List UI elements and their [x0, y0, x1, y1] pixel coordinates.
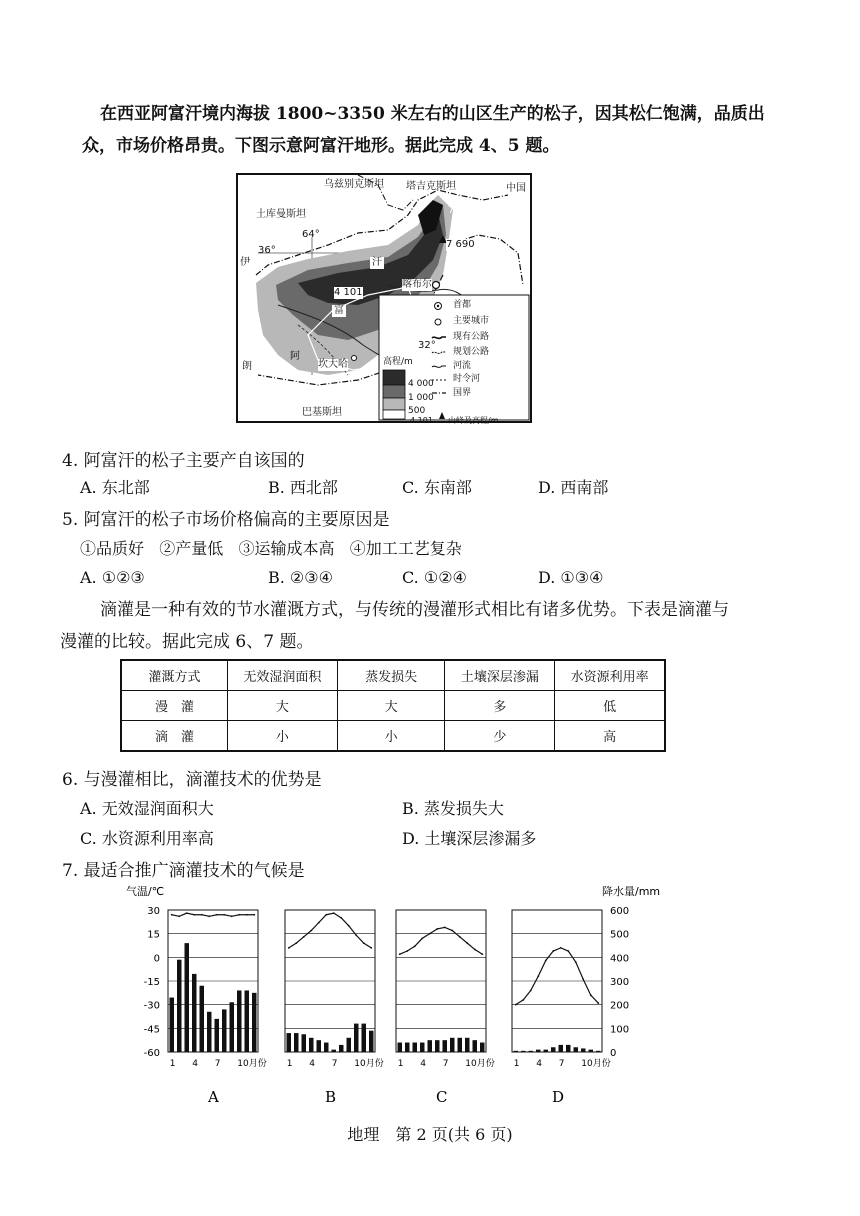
table-cell: 少 — [445, 721, 555, 752]
temperature-point — [363, 942, 365, 944]
precipitation-bar — [362, 1024, 367, 1052]
temperature-point — [238, 914, 240, 916]
precipitation-bar — [237, 990, 242, 1052]
intro-line: 在西亚阿富汗境内海拔 1800~3350 米左右的山区生产的松子，因其松仁饱满，品质出 — [100, 104, 765, 124]
month-tick-label: 1 — [397, 1059, 404, 1069]
table-row — [121, 691, 665, 721]
map-label-uzbekistan: 乌兹别克斯坦 — [324, 179, 384, 190]
precipitation-bar — [589, 1050, 594, 1052]
temperature-point — [481, 953, 483, 955]
temperature-point — [590, 994, 592, 996]
temperature-point — [406, 950, 408, 952]
map-label-china: 中国 — [506, 183, 526, 194]
precipitation-bar — [405, 1043, 410, 1052]
precipitation-bar — [398, 1043, 403, 1052]
temperature-point — [216, 914, 218, 916]
map-label-tajikistan: 塔吉克斯坦 — [406, 181, 456, 192]
precipitation-bar — [309, 1038, 314, 1052]
temperature-point — [310, 930, 312, 932]
precipitation-bar — [339, 1045, 344, 1052]
map-label-lon64: 64° — [302, 229, 320, 240]
precipitation-bar — [480, 1043, 485, 1052]
legend-peak-label: 山峰及高程/m — [448, 416, 499, 425]
q4-option-d[interactable]: D. 西南部 — [538, 478, 609, 497]
legend-planned-road: 规划公路 — [453, 347, 490, 357]
map-label-peak-7690: 7 690 — [446, 239, 475, 250]
precipitation-bar — [413, 1043, 418, 1052]
precip-tick-label: 300 — [610, 977, 630, 988]
temperature-point — [436, 928, 438, 930]
temperature-point — [253, 914, 255, 916]
temp-tick-label: -30 — [143, 1000, 160, 1012]
month-tick-label: 4 — [309, 1059, 315, 1069]
precip-tick-label: 200 — [610, 1000, 630, 1012]
temperature-point — [515, 1004, 517, 1006]
precipitation-bar — [332, 1050, 337, 1052]
precipitation-bar — [185, 943, 190, 1052]
month-tick-label: 10月份 — [237, 1059, 267, 1069]
table-header-cell: 无效湿润面积 — [227, 660, 337, 691]
temperature-point — [288, 947, 290, 949]
precipitation-bar — [521, 1051, 526, 1052]
precipitation-bar — [354, 1024, 359, 1052]
map-label-lat32: 32° — [418, 340, 436, 351]
precipitation-bar — [574, 1047, 579, 1052]
precipitation-bar — [245, 990, 250, 1052]
q6-option-c[interactable]: C. 水资源利用率高 — [80, 829, 214, 848]
map-label-turkmenistan: 土库曼斯坦 — [256, 209, 306, 220]
precip-tick-label: 400 — [610, 953, 630, 965]
temperature-point — [171, 914, 173, 916]
q4-option-c[interactable]: C. 东南部 — [402, 478, 472, 497]
panel-name-label: B — [325, 1088, 337, 1106]
precipitation-bar — [302, 1034, 307, 1052]
map-label-afghanistan-a: 阿 — [290, 351, 300, 362]
temperature-point — [474, 949, 476, 951]
legend-river: 河流 — [453, 361, 472, 371]
temperature-line — [172, 913, 255, 916]
month-tick-label: 1 — [169, 1059, 176, 1069]
legend-border: 国界 — [453, 388, 472, 398]
temperature-point — [567, 950, 569, 952]
q6-option-a[interactable]: A. 无效湿润面积大 — [80, 799, 214, 818]
temperature-point — [303, 936, 305, 938]
table-cell: 小 — [337, 721, 445, 752]
temperature-point — [444, 926, 446, 928]
q5-option-c[interactable]: C. ①②④ — [402, 568, 467, 587]
temperature-point — [193, 914, 195, 916]
temperature-point — [186, 912, 188, 914]
precipitation-bar — [207, 1012, 212, 1052]
map-label-lon72: 72° — [448, 205, 466, 216]
precipitation-bar — [252, 993, 257, 1052]
precipitation-bar — [324, 1043, 329, 1052]
precipitation-bar — [369, 1031, 374, 1052]
map-label-kandahar: 坎大哈 — [318, 359, 348, 370]
precipitation-bar — [458, 1038, 463, 1052]
temperature-point — [370, 947, 372, 949]
question-7-stem: 7. 最适合推广滴灌技术的气候是 — [62, 861, 305, 881]
precipitation-bar — [551, 1047, 556, 1052]
month-tick-label: 1 — [286, 1059, 293, 1069]
temperature-point — [246, 914, 248, 916]
map-label-iran-2: 朗 — [242, 361, 252, 372]
precipitation-bar — [514, 1051, 519, 1052]
intro-line: 滴灌是一种有效的节水灌溉方式，与传统的漫灌形式相比有诸多优势。下表是滴灌与 — [100, 600, 729, 620]
temperature-point — [560, 947, 562, 949]
table-cell: 漫 灌 — [121, 691, 227, 721]
temperature-point — [537, 975, 539, 977]
map-label-kabul: 喀布尔 — [402, 279, 432, 290]
legend-city: 主要城市 — [453, 316, 490, 326]
precipitation-bar — [450, 1038, 455, 1052]
precipitation-bar — [347, 1038, 352, 1052]
intro-paragraph-1 — [82, 98, 765, 162]
temperature-point — [414, 945, 416, 947]
legend-peak-value: 4 101 — [410, 416, 433, 425]
precipitation-bar — [177, 960, 182, 1052]
precipitation-bar — [443, 1040, 448, 1052]
month-tick-label: 7 — [558, 1059, 565, 1069]
precipitation-bar — [566, 1045, 571, 1052]
precipitation-bar — [473, 1040, 478, 1052]
table-header-row — [121, 660, 665, 691]
q5-items: ①品质好 ②产量低 ③运输成本高 ④加工工艺复杂 — [80, 539, 462, 558]
legend-elev-4000: 4 000 — [408, 379, 434, 389]
temperature-point — [399, 953, 401, 955]
table-cell: 高 — [555, 721, 665, 752]
month-tick-label: 10月份 — [465, 1059, 495, 1069]
precipitation-bar — [428, 1040, 433, 1052]
precipitation-bar — [200, 986, 205, 1052]
map-label-afghanistan-han: 汗 — [372, 257, 382, 268]
precip-tick-label: 500 — [610, 929, 630, 941]
table-header-cell: 蒸发损失 — [337, 660, 445, 691]
temperature-line — [516, 948, 599, 1005]
temperature-point — [545, 960, 547, 962]
q5-option-b[interactable]: B. ②③④ — [268, 568, 333, 587]
map-label-pakistan: 巴基斯坦 — [302, 407, 342, 418]
month-tick-label: 4 — [192, 1059, 198, 1069]
month-tick-label: 7 — [442, 1059, 449, 1069]
precipitation-bar — [529, 1051, 534, 1052]
month-tick-label: 1 — [513, 1059, 520, 1069]
left-axis-label: 气温/℃ — [126, 885, 165, 898]
precip-tick-label: 0 — [610, 1048, 617, 1059]
precipitation-bar — [465, 1038, 470, 1052]
legend-seasonal-river: 时令河 — [453, 374, 481, 384]
table-cell: 滴 灌 — [121, 721, 227, 752]
temperature-point — [223, 914, 225, 916]
table-cell: 低 — [555, 691, 665, 721]
month-tick-label: 4 — [536, 1059, 542, 1069]
precipitation-bar — [536, 1050, 541, 1052]
table-header-cell: 灌溉方式 — [121, 660, 227, 691]
temperature-point — [466, 942, 468, 944]
q5-option-d[interactable]: D. ①③④ — [538, 568, 604, 587]
table-cell: 大 — [227, 691, 337, 721]
table-header-cell: 水资源利用率 — [555, 660, 665, 691]
month-tick-label: 4 — [420, 1059, 426, 1069]
legend-elev-500: 500 — [408, 406, 426, 416]
temp-tick-label: -15 — [143, 977, 160, 988]
precip-tick-label: 600 — [610, 906, 630, 917]
precipitation-bar — [544, 1050, 549, 1052]
precipitation-bar — [596, 1051, 601, 1052]
panel-name-label: D — [552, 1088, 565, 1106]
q4-option-a[interactable]: A. 东北部 — [80, 478, 150, 497]
month-tick-label: 10月份 — [354, 1059, 384, 1069]
panel-name-label: C — [436, 1088, 448, 1106]
temperature-point — [355, 934, 357, 936]
temperature-point — [575, 961, 577, 963]
map-label-peak-4101: 4 101 — [334, 287, 363, 298]
precipitation-bar — [581, 1048, 586, 1052]
precipitation-bar — [192, 974, 197, 1052]
temperature-point — [178, 915, 180, 917]
q6-option-d[interactable]: D. 土壤深层渗漏多 — [402, 829, 537, 848]
temperature-point — [295, 942, 297, 944]
temperature-line — [400, 927, 483, 954]
precipitation-bar — [435, 1040, 440, 1052]
irrigation-comparison-table — [120, 659, 666, 752]
temperature-line — [289, 913, 372, 948]
right-axis-label: 降水量/mm — [602, 885, 661, 898]
precipitation-bar — [230, 1002, 235, 1052]
temperature-point — [333, 912, 335, 914]
table-row — [121, 721, 665, 752]
precipitation-bar — [170, 998, 175, 1052]
temperature-point — [530, 990, 532, 992]
table-cell: 大 — [337, 691, 445, 721]
q5-option-a[interactable]: A. ①②③ — [80, 568, 145, 587]
question-6-stem: 6. 与漫灌相比，滴灌技术的优势是 — [62, 770, 322, 790]
precipitation-bar — [222, 1009, 227, 1052]
temperature-point — [522, 999, 524, 1001]
question-4-stem: 4. 阿富汗的松子主要产自该国的 — [62, 451, 305, 471]
page-footer: 地理 第 2 页(共 6 页) — [347, 1125, 513, 1144]
temperature-point — [451, 930, 453, 932]
table-header-cell: 土壤深层渗漏 — [445, 660, 555, 691]
temperature-point — [208, 915, 210, 917]
map-label-iran-1: 伊 — [240, 257, 250, 268]
climate-charts — [120, 882, 661, 1110]
legend-elev-1000: 1 000 — [408, 393, 434, 403]
temperature-point — [552, 950, 554, 952]
temperature-point — [201, 914, 203, 916]
table-cell: 多 — [445, 691, 555, 721]
temp-tick-label: -60 — [143, 1048, 160, 1059]
map-label-afghanistan-fu: 富 — [334, 305, 344, 316]
temperature-point — [348, 925, 350, 927]
intro-line: 众，市场价格昂贵。下图示意阿富汗地形。据此完成 4、5 题。 — [82, 136, 560, 156]
intro-paragraph-2 — [60, 594, 729, 658]
legend-elevation-title: 高程/m — [383, 357, 413, 367]
temp-tick-label: -45 — [143, 1024, 160, 1036]
temperature-point — [421, 938, 423, 940]
panel-name-label: A — [208, 1088, 219, 1106]
temperature-point — [340, 917, 342, 919]
month-tick-label: 10月份 — [581, 1059, 611, 1069]
q6-option-b[interactable]: B. 蒸发损失大 — [402, 799, 504, 818]
precipitation-bar — [287, 1033, 292, 1052]
precipitation-bar — [317, 1040, 322, 1052]
temperature-point — [325, 914, 327, 916]
temp-tick-label: 15 — [147, 929, 160, 941]
month-tick-label: 7 — [214, 1059, 221, 1069]
temperature-point — [459, 936, 461, 938]
legend-capital: 首都 — [453, 300, 472, 310]
temperature-point — [582, 979, 584, 981]
temperature-point — [429, 933, 431, 935]
precipitation-bar — [215, 1019, 220, 1052]
temp-tick-label: 30 — [147, 906, 160, 917]
temperature-point — [597, 1002, 599, 1004]
temperature-point — [231, 915, 233, 917]
q4-option-b[interactable]: B. 西北部 — [268, 478, 338, 497]
temperature-point — [318, 922, 320, 924]
precipitation-bar — [420, 1043, 425, 1052]
precip-tick-label: 100 — [610, 1024, 630, 1036]
map-label-lat36: 36° — [258, 245, 276, 256]
month-tick-label: 7 — [331, 1059, 338, 1069]
afghanistan-terrain-map — [236, 173, 532, 423]
intro-line: 漫灌的比较。据此完成 6、7 题。 — [60, 632, 314, 652]
precipitation-bar — [559, 1045, 564, 1052]
temp-tick-label: 0 — [153, 953, 160, 965]
table-cell: 小 — [227, 721, 337, 752]
legend-road: 现有公路 — [453, 332, 490, 342]
question-5-stem: 5. 阿富汗的松子市场价格偏高的主要原因是 — [62, 510, 390, 530]
precipitation-bar — [294, 1033, 299, 1052]
